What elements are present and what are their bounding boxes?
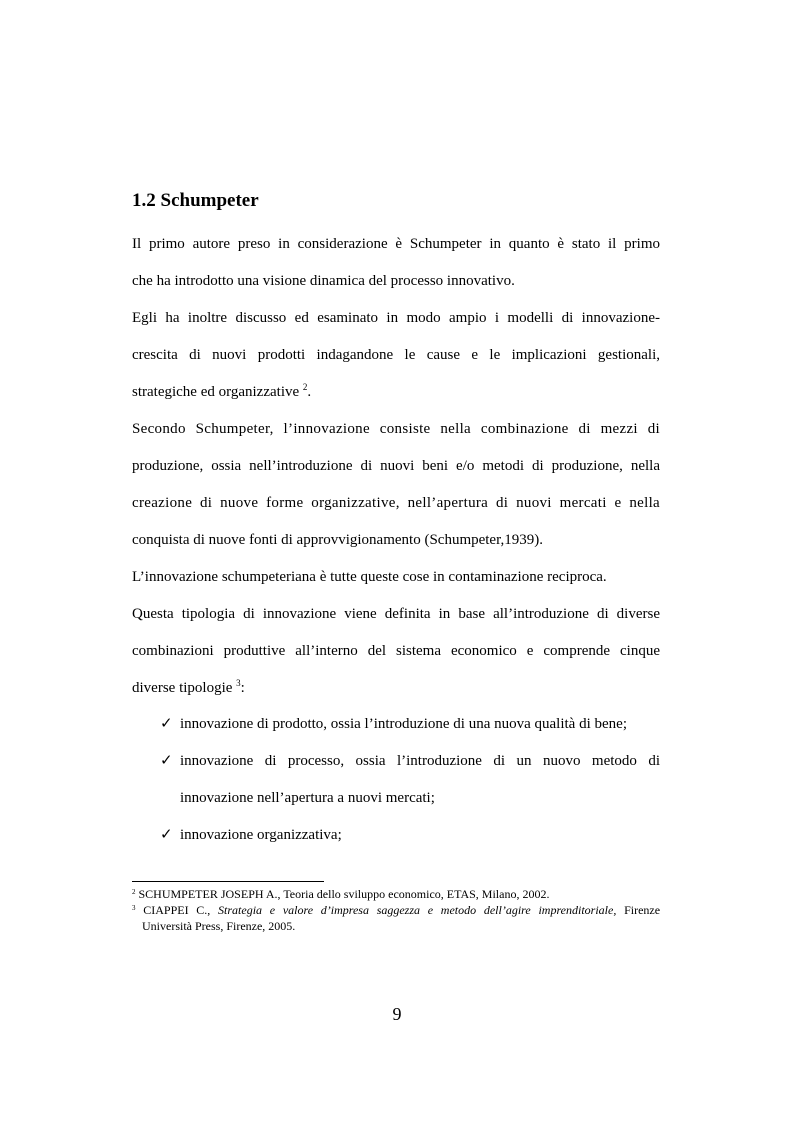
footnote-place: Firenze	[624, 903, 661, 917]
footnote-author: CIAPPEI C.,	[143, 903, 211, 917]
body-line: L’innovazione schumpeteriana è tutte queste cose in contaminazione reciproca.	[132, 569, 607, 585]
body-line: Secondo Schumpeter, l’innovazione consiste nella combinazione di mezzi di	[132, 421, 660, 437]
body-line: creazione di nuove forme organizzative, nell’apertura di nuovi mercati e nella	[132, 495, 660, 511]
body-line: Questa tipologia di innovazione viene definita in base all’introduzione di diverse	[132, 606, 660, 622]
body-line: Egli ha inoltre discusso ed esaminato in modo ampio i modelli di innovazione-	[132, 310, 660, 326]
checkmark-icon: ✓	[160, 753, 173, 769]
body-text: strategiche ed organizzative	[132, 384, 300, 400]
body-line: combinazioni produttive all’interno del sistema economico e comprende cinque	[132, 643, 660, 659]
footnote-3	[132, 903, 660, 918]
body-line	[132, 382, 660, 402]
footnote-3-continued: Università Press, Firenze, 2005.	[142, 919, 296, 933]
body-line: che ha introdotto una visione dinamica del processo innovativo.	[132, 273, 515, 289]
list-item: innovazione di processo, ossia l’introduzione di un nuovo metodo di	[180, 753, 660, 769]
body-line: crescita di nuovi prodotti indagandone le cause e le implicazioni gestionali,	[132, 347, 660, 363]
checkmark-icon: ✓	[160, 827, 173, 843]
footnote-text: SCHUMPETER JOSEPH A., Teoria dello sviluppo economico, ETAS, Milano, 2002.	[138, 887, 550, 901]
footnote-ref[interactable]: 3	[236, 678, 241, 688]
footnote-book-title: Strategia e valore d’impresa saggezza e metodo dell’agire imprenditoriale,	[218, 903, 617, 917]
body-text: .	[307, 384, 312, 400]
footnote-2	[132, 887, 660, 902]
body-line: conquista di nuove fonti di approvvigionamento (Schumpeter,1939).	[132, 532, 543, 548]
page-number: 9	[392, 1004, 402, 1024]
body-line	[132, 678, 660, 698]
body-text: :	[240, 680, 245, 696]
footnote-separator	[132, 881, 324, 882]
footnote-ref[interactable]: 2	[302, 382, 308, 392]
body-line: Il primo autore preso in considerazione è Schumpeter in quanto è stato il primo	[132, 236, 660, 252]
list-item: innovazione di prodotto, ossia l’introduzione di una nuova qualità di bene;	[180, 716, 627, 732]
checkmark-icon: ✓	[160, 716, 173, 732]
list-item-continued: innovazione nell’apertura a nuovi mercati;	[180, 790, 435, 806]
footnote-number: 2	[132, 888, 136, 896]
section-title: 1.2 Schumpeter	[132, 190, 259, 211]
footnote-number: 3	[132, 904, 136, 912]
body-line: produzione, ossia nell’introduzione di nuovi beni e/o metodi di produzione, nella	[132, 458, 660, 474]
list-item: innovazione organizzativa;	[180, 827, 342, 843]
body-text: diverse tipologie	[132, 680, 233, 696]
